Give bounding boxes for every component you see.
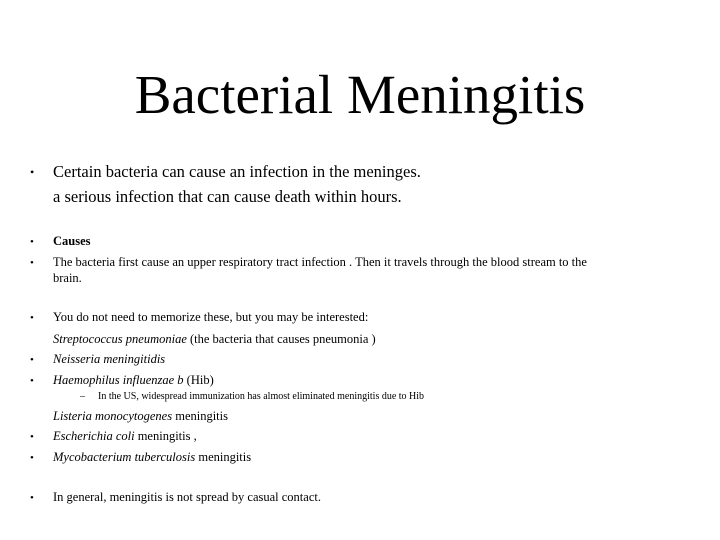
bullet: •	[30, 257, 34, 269]
type-name: Escherichia coli	[53, 429, 135, 443]
bullet: •	[30, 354, 34, 366]
type-streptococcus	[53, 331, 376, 347]
type-name: Haemophilus influenzae b	[53, 373, 184, 387]
type-note: meningitis	[195, 450, 252, 464]
intro-line-2: a serious infection that can cause death within hours.	[53, 187, 402, 206]
type-name: Streptococcus pneumoniae	[53, 332, 187, 346]
type-haemophilus	[53, 372, 214, 388]
type-name: Mycobacterium tuberculosis	[53, 450, 196, 464]
sub-dash: –	[80, 391, 85, 402]
type-note: meningitis	[172, 409, 228, 423]
bullet: •	[30, 431, 34, 443]
type-mycobacterium	[53, 449, 251, 465]
causes-line-2: brain.	[53, 271, 82, 285]
bullet: •	[30, 312, 34, 324]
bullet: •	[30, 236, 34, 248]
bullet: •	[30, 492, 34, 504]
types-intro: You do not need to memorize these, but you may be interested:	[53, 310, 369, 324]
causes-heading: Causes	[53, 234, 91, 248]
type-note: meningitis ,	[134, 429, 197, 443]
type-listeria	[53, 408, 228, 424]
causes-line-1: The bacteria first cause an upper respiratory tract infection . Then it travels through the blood stream to the	[53, 255, 587, 269]
type-note: (the bacteria that causes pneumonia )	[186, 332, 376, 346]
type-name: Listeria monocytogenes	[53, 409, 173, 423]
hib-subnote: In the US, widespread immunization has almost eliminated meningitis due to Hib	[98, 391, 425, 402]
bullet: •	[30, 165, 35, 179]
slide-title: Bacterial Meningitis	[134, 64, 586, 125]
type-neisseria: Neisseria meningitidis	[53, 352, 166, 366]
type-ecoli	[53, 428, 197, 444]
spread-text: In general, meningitis is not spread by casual contact.	[53, 490, 321, 504]
intro-line-1: Certain bacteria can cause an infection in the meninges.	[53, 162, 421, 181]
bullet: •	[30, 452, 34, 464]
bullet: •	[30, 375, 34, 387]
type-note: (Hib)	[183, 373, 214, 387]
